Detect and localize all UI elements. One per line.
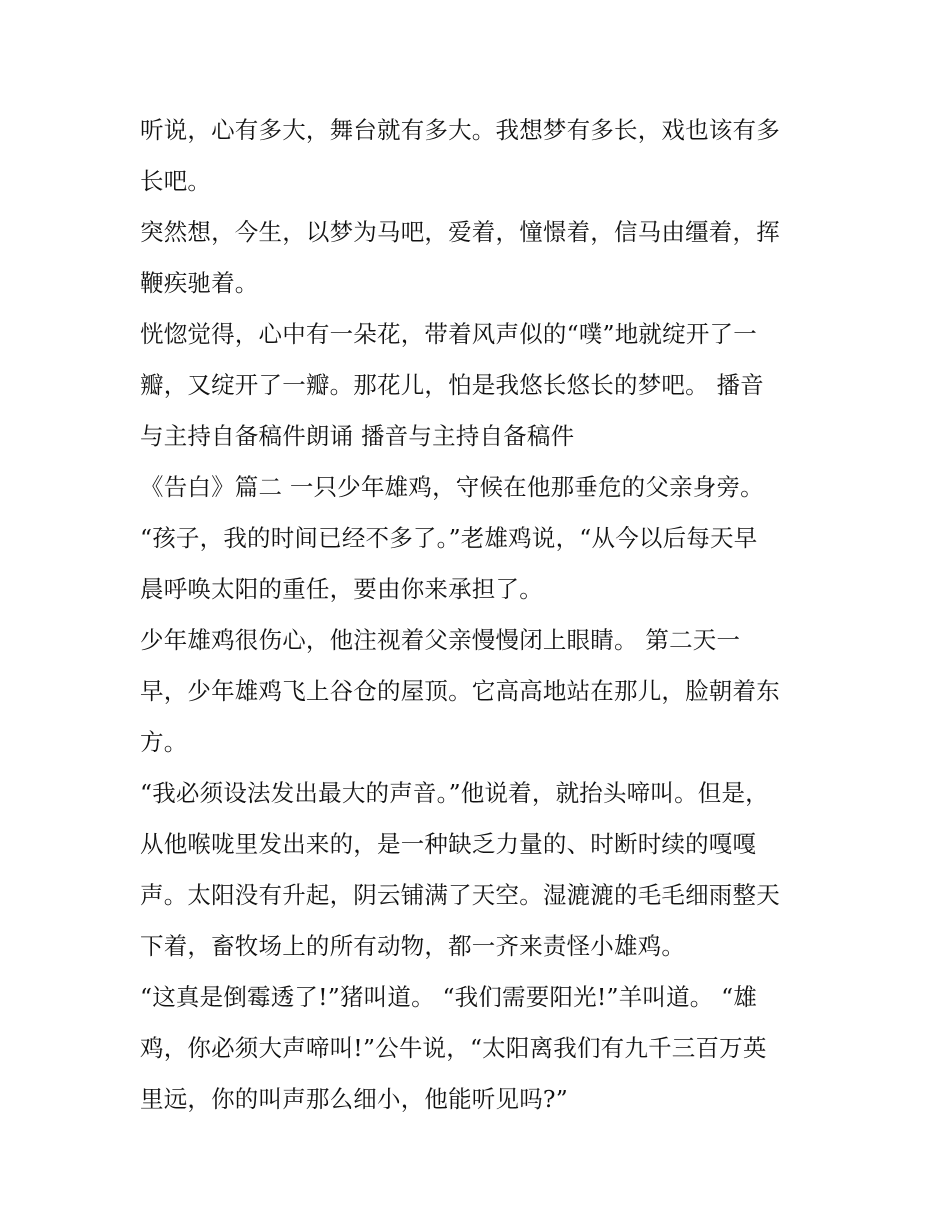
text-line: 《告白》篇二 一只少年雄鸡，守候在他那垂危的父亲身旁。 <box>140 473 764 501</box>
text-line: 突然想，今生，以梦为马吧，爱着，憧憬着，信马由缰着，挥 <box>140 218 780 246</box>
text-line: 鸡，你必须大声啼叫!”公牛说，“太阳离我们有九千三百万英 <box>140 1034 767 1062</box>
text-line: “我必须设法发出最大的声音。”他说着，就抬头啼叫。但是， <box>140 779 769 807</box>
text-line: 恍惚觉得，心中有一朵花，带着风声似的“噗”地就绽开了一 <box>140 320 757 348</box>
text-line: 少年雄鸡很伤心，他注视着父亲慢慢闭上眼睛。 第二天一 <box>140 626 741 654</box>
text-line: 从他喉咙里发出来的，是一种缺乏力量的、时断时续的嘎嘎 <box>140 830 757 858</box>
text-line: 瓣，又绽开了一瓣。那花儿，怕是我悠长悠长的梦吧。 播音 <box>140 371 764 399</box>
text-line: “这真是倒霉透了!”猪叫道。 “我们需要阳光!”羊叫道。 “雄 <box>140 983 758 1011</box>
text-line: 晨呼唤太阳的重任，要由你来承担了。 <box>140 575 543 603</box>
text-line: 与主持自备稿件朗诵 播音与主持自备稿件 <box>140 422 575 450</box>
text-line: 长吧。 <box>140 167 212 195</box>
text-line: 里远，你的叫声那么细小，他能听见吗?” <box>140 1085 568 1113</box>
text-line: 听说，心有多大，舞台就有多大。我想梦有多长，戏也该有多 <box>140 116 780 144</box>
text-line: “孩子，我的时间已经不多了。”老雄鸡说，“从今以后每天早 <box>140 524 758 552</box>
text-line: 早，少年雄鸡飞上谷仓的屋顶。它高高地站在那儿，脸朝着东 <box>140 677 780 705</box>
text-line: 方。 <box>140 728 188 756</box>
body-text <box>140 105 820 1125</box>
text-line: 鞭疾驰着。 <box>140 269 259 297</box>
text-line: 声。太阳没有升起，阴云铺满了天空。湿漉漉的毛毛细雨整天 <box>140 881 780 909</box>
text-line: 下着，畜牧场上的所有动物，都一齐来责怪小雄鸡。 <box>140 932 686 960</box>
